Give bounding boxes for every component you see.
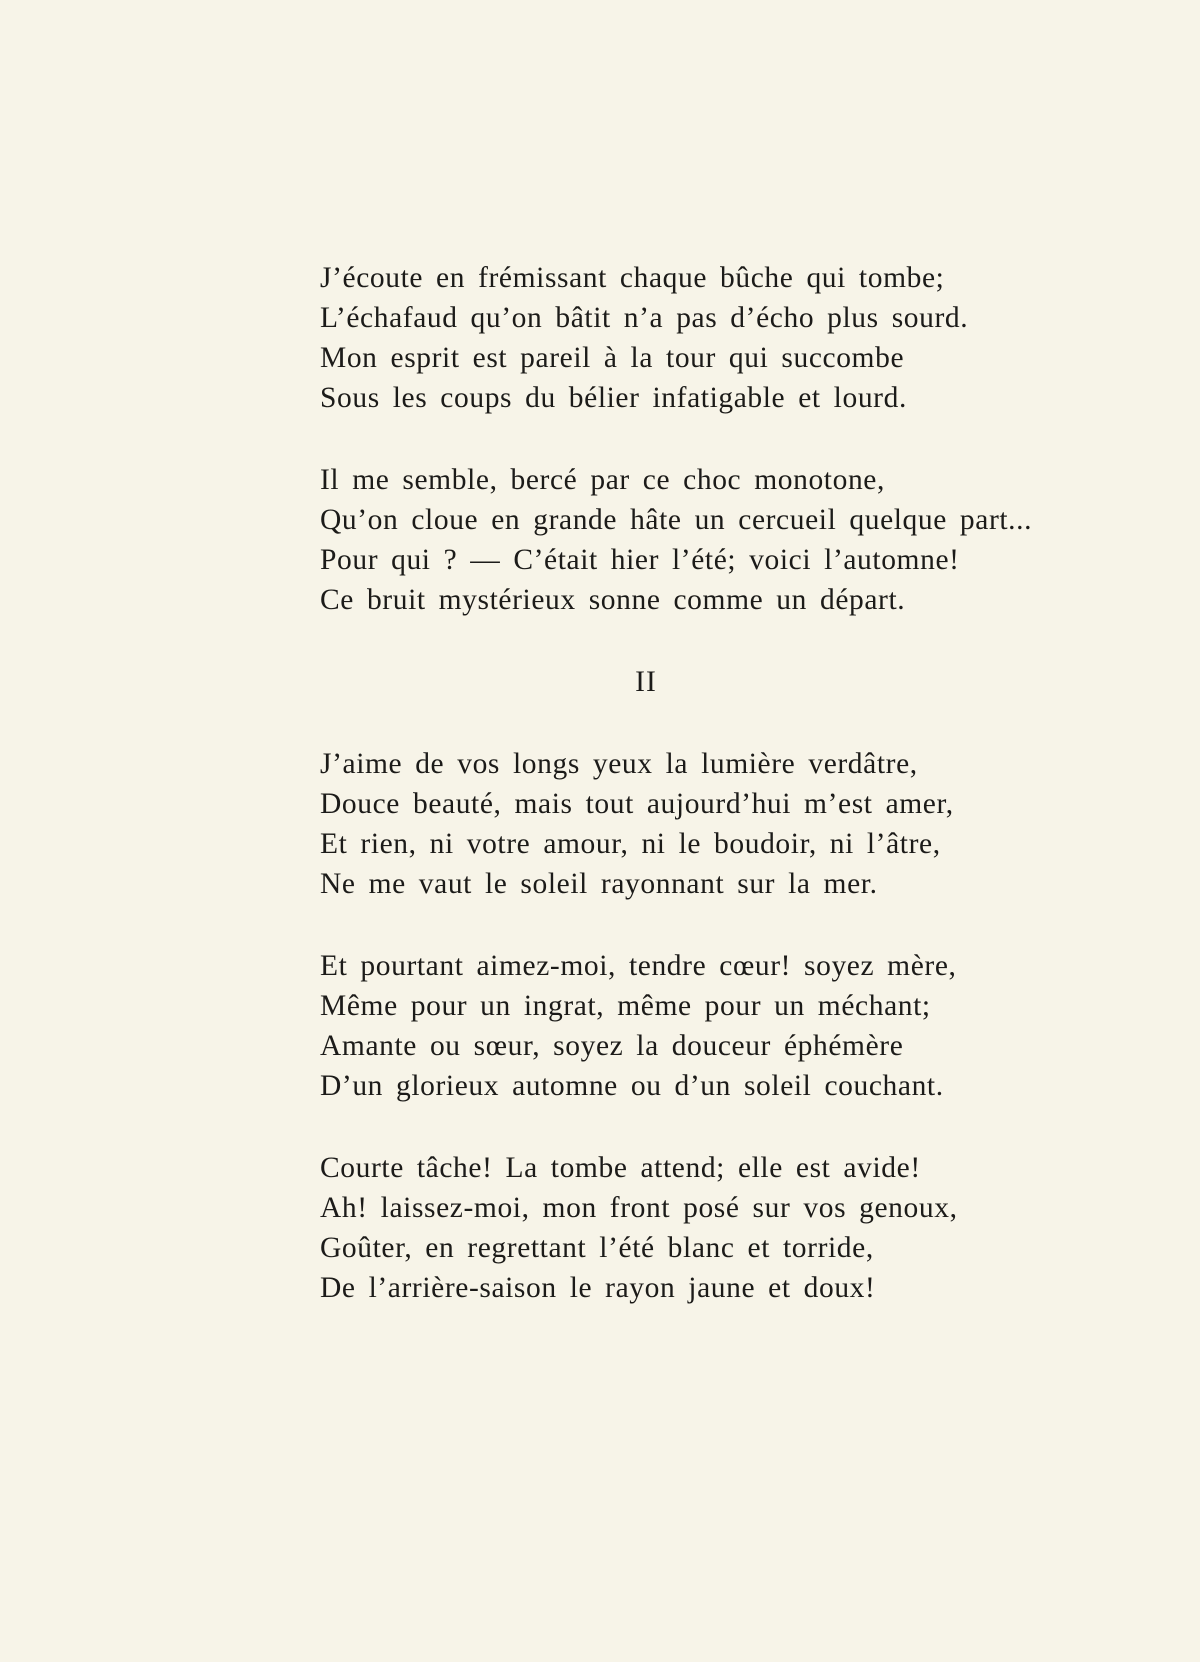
stanza-2 bbox=[320, 460, 1140, 620]
verse-line: Et pourtant aimez-moi, tendre cœur! soyez mère, bbox=[320, 950, 957, 982]
verse-line: De l’arrière-saison le rayon jaune et doux! bbox=[320, 1272, 876, 1304]
verse-line: J’écoute en frémissant chaque bûche qui tombe; bbox=[320, 262, 945, 294]
stanza-1 bbox=[320, 258, 1140, 418]
verse-line: D’un glorieux automne ou d’un soleil couchant. bbox=[320, 1070, 944, 1102]
verse-line: Ah! laissez-moi, mon front posé sur vos genoux, bbox=[320, 1192, 958, 1224]
verse-line: Mon esprit est pareil à la tour qui succombe bbox=[320, 342, 905, 374]
poem-text bbox=[320, 258, 1140, 1308]
verse-line: Même pour un ingrat, même pour un méchant; bbox=[320, 990, 931, 1022]
verse-line: Ne me vaut le soleil rayonnant sur la mer. bbox=[320, 868, 878, 900]
verse-line: Douce beauté, mais tout aujourd’hui m’est amer, bbox=[320, 788, 954, 820]
verse-line: Ce bruit mystérieux sonne comme un départ. bbox=[320, 584, 906, 616]
verse-line: Pour qui ? — C’était hier l’été; voici l’automne! bbox=[320, 544, 960, 576]
verse-line: Sous les coups du bélier infatigable et lourd. bbox=[320, 382, 907, 414]
stanza-4 bbox=[320, 946, 1140, 1106]
verse-line: Amante ou sœur, soyez la douceur éphémère bbox=[320, 1030, 904, 1062]
stanza-5 bbox=[320, 1148, 1140, 1308]
stanza-3 bbox=[320, 744, 1140, 904]
verse-line: Goûter, en regrettant l’été blanc et torride, bbox=[320, 1232, 874, 1264]
verse-line: L’échafaud qu’on bâtit n’a pas d’écho plus sourd. bbox=[320, 302, 969, 334]
section-number: II bbox=[635, 666, 657, 698]
verse-line: Qu’on cloue en grande hâte un cercueil quelque part... bbox=[320, 504, 1033, 536]
verse-line: Il me semble, bercé par ce choc monotone, bbox=[320, 464, 885, 496]
verse-line: Courte tâche! La tombe attend; elle est avide! bbox=[320, 1152, 921, 1184]
verse-line: J’aime de vos longs yeux la lumière verdâtre, bbox=[320, 748, 918, 780]
verse-line: Et rien, ni votre amour, ni le boudoir, ni l’âtre, bbox=[320, 828, 941, 860]
